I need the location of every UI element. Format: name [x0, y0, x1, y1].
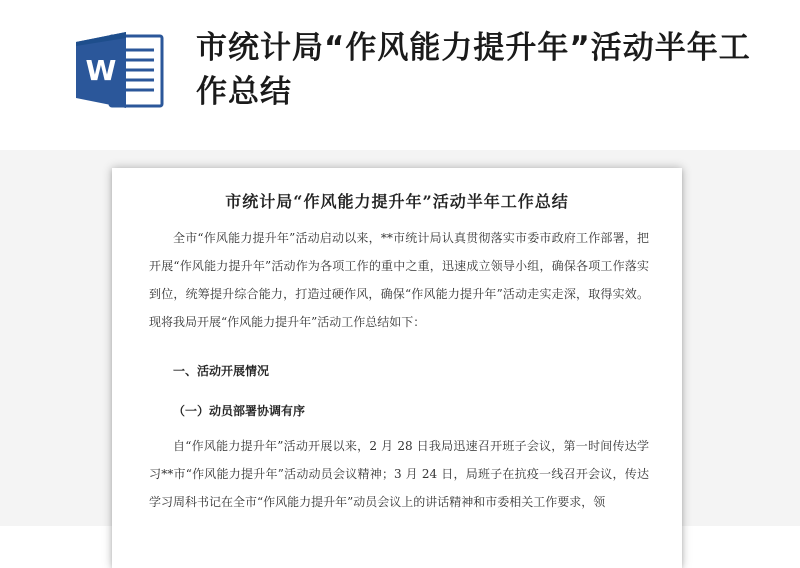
- document-page: [112, 168, 682, 568]
- word-doc-icon: [74, 30, 166, 110]
- banner-title: 市统计局“作风能力提升年”活动半年工作总结: [196, 30, 751, 110]
- document-paragraph: 自“作风能力提升年”活动开展以来，2 月 28 日我局迅速召开班子会议，第一时间传达学习**市“作风能力提升年”活动动员会议精神；3 月 24 日，局班子在抗疫一线召开会议，传达学习周科书记在全市“作风能力提升年”动员会议上的讲话精神和市委相关工作要求，领: [149, 439, 649, 509]
- banner: [0, 0, 800, 150]
- section-heading: 一、活动开展情况: [173, 364, 270, 378]
- svg-text:W: W: [85, 54, 117, 87]
- document-title: 市统计局“作风能力提升年”活动半年工作总结: [225, 192, 569, 211]
- subsection-heading: （一）动员部署协调有序: [173, 404, 306, 418]
- document-paragraph: 全市“作风能力提升年”活动启动以来，**市统计局认真贯彻落实市委市政府工作部署，把开展“作风能力提升年”活动作为各项工作的重中之重，迅速成立领导小组，确保各项工作落实到位，统筹提升综合能力，打造过硬作风，确保“作风能力提升年”活动走实走深，取得实效。现将我局开展“作风能力提升年”活动工作总结如下：: [149, 231, 649, 329]
